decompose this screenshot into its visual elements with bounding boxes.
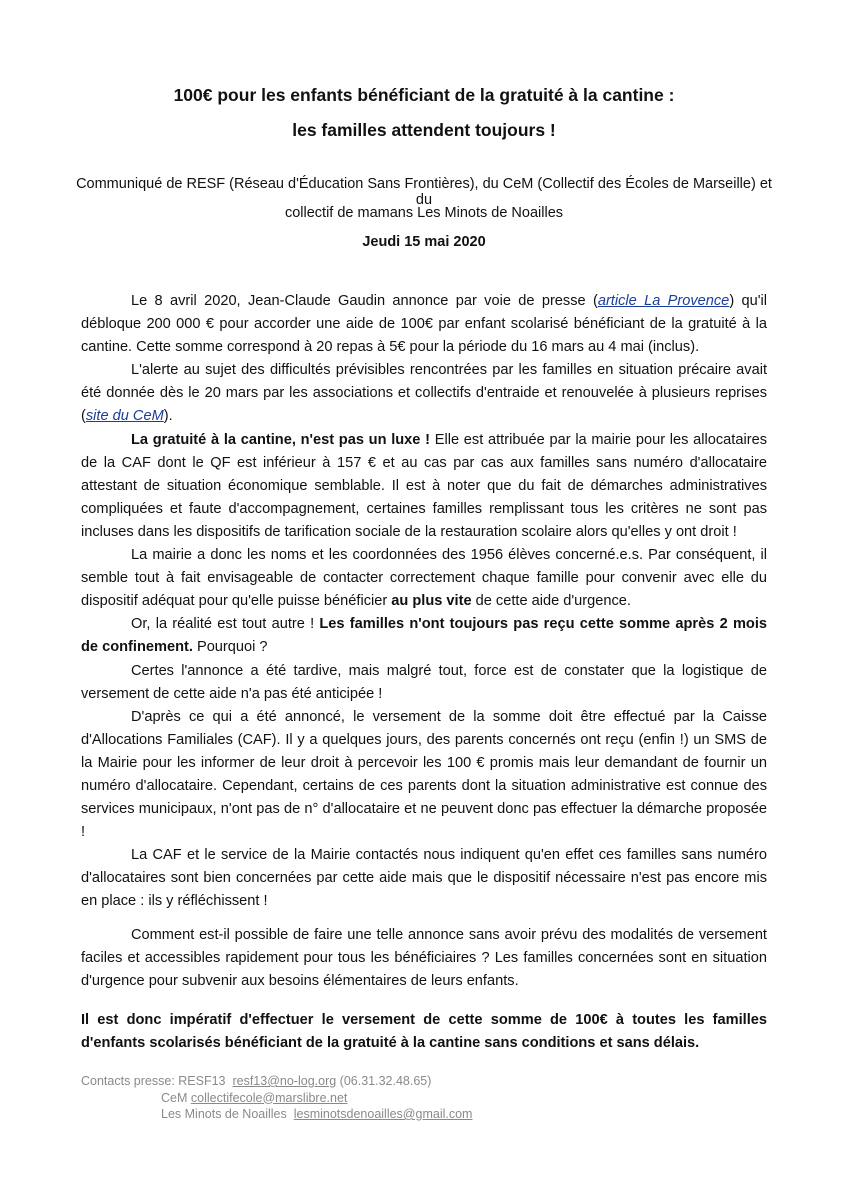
body-text [81,290,767,1055]
cem-email-link[interactable]: collectifecole@marslibre.net [190,1090,348,1105]
contact-minots: Les Minots de Noailles lesminotsdenoailles@gmail.com [161,1107,473,1121]
paragraph-7: D'après ce qui a été annoncé, le versement de la somme doit être effectué par la Caisse d'Allocations Familiales (CAF). Il y a quelques jours, des parents concernés ont reçu (enfin !) un SMS de la Mairie pour les informer de leur droit à percevoir les 100 € promis mais leur demandant de fournir un numéro d'allocataire. Cependant, certains de ces parents dont la situation administrative est connue des services municipaux, n'ont pas de n° d'allocataire et ne peuvent donc pas effectuer la démarche proposée ! [81,708,767,841]
press-date: Jeudi 15 mai 2020 [362,234,486,250]
paragraph-5: Or, la réalité est tout autre ! Les familles n'ont toujours pas reçu cette somme après 2 mois de confinement. Pourquoi ? [81,616,768,656]
subtitle-line-1: Communiqué de RESF (Réseau d'Éducation Sans Frontières), du CeM (Collectif des Écoles de Marseille) et du [76,176,772,208]
conclusion-paragraph: Il est donc impératif d'effectuer le versement de cette somme de 100€ à toutes les familles d'enfants scolarisés bénéficiant de la gratuité à la cantine sans conditions et sans délais. [81,1011,767,1051]
paragraph-6: Certes l'annonce a été tardive, mais malgré tout, force est de constater que la logistique de versement de cette aide n'a pas été anticipée ! [81,662,767,702]
link-article-la-provence[interactable]: article La Provence [597,293,730,309]
paragraph-9: Comment est-il possible de faire une telle annonce sans avoir prévu des modalités de versement faciles et accessibles rapidement pour tous les bénéficiaires ? Les familles concernées sont en situation d'urgence pour subvenir aux besoins élémentaires de leurs enfants. [81,926,767,989]
press-contacts [81,1073,472,1123]
link-site-du-cem[interactable]: site du CeM [85,408,164,425]
resf-email-link[interactable]: resf13@no-log.org [232,1074,337,1088]
contact-resf: Contacts presse: RESF13 resf13@no-log.org (06.31.32.48.65) [81,1074,432,1088]
minots-email-link[interactable]: lesminotsdenoailles@gmail.com [293,1107,473,1121]
subtitle-line-2: collectif de mamans Les Minots de Noailles [284,205,564,221]
contact-cem: CeM collectifecole@marslibre.net [161,1090,348,1105]
paragraph-1: Le 8 avril 2020, Jean-Claude Gaudin annonce par voie de presse (article La Provence) qu'il débloque 200 000 € pour accorder une aide de 100€ par enfant scolarisé bénéficiant de la gratuité à la cantine. Cette somme correspond à 20 repas à 5€ pour la période du 16 mars au 4 mai (inclus). [81,293,768,356]
title-line-2: les familles attendent toujours ! [292,120,556,140]
paragraph-2: L'alerte au sujet des difficultés prévisibles rencontrées par les familles en situation précaire avait été donnée dès le 20 mars par les associations et collectifs d'entraide et renouvelée à plusieurs reprises (site du CeM). [81,362,767,425]
title-line-1: 100€ pour les enfants bénéficiant de la gratuité à la cantine : [173,85,675,105]
paragraph-3: La gratuité à la cantine, n'est pas un luxe ! Elle est attribuée par la mairie pour les allocataires de la CAF dont le QF est inférieur à 157 € et au cas par cas aux familles sans numéro d'allocataire attestant de situation économique semblable. Il est à noter que du fait de démarches administratives compliquées et faute d'accompagnement, certaines familles remplissant tous les critères ne sont pas incluses dans les dispositifs de tarification sociale de la restauration scolaire alors qu'elles y ont droit ! [81,431,767,540]
paragraph-4: La mairie a donc les noms et les coordonnées des 1956 élèves concerné.e.s. Par conséquent, il semble tout à fait envisageable de contacter correctement chaque famille pour convenir avec elle du dispositif adéquat pour qu'elle puisse bénéficier au plus vite de cette aide d'urgence. [81,547,767,610]
paragraph-8: La CAF et le service de la Mairie contactés nous indiquent qu'en effet ces familles sans numéro d'allocataires sont bien concernées par cette aide mais que le dispositif nécessaire n'est pas encore mis en place : ils y réfléchissent ! [81,847,767,910]
